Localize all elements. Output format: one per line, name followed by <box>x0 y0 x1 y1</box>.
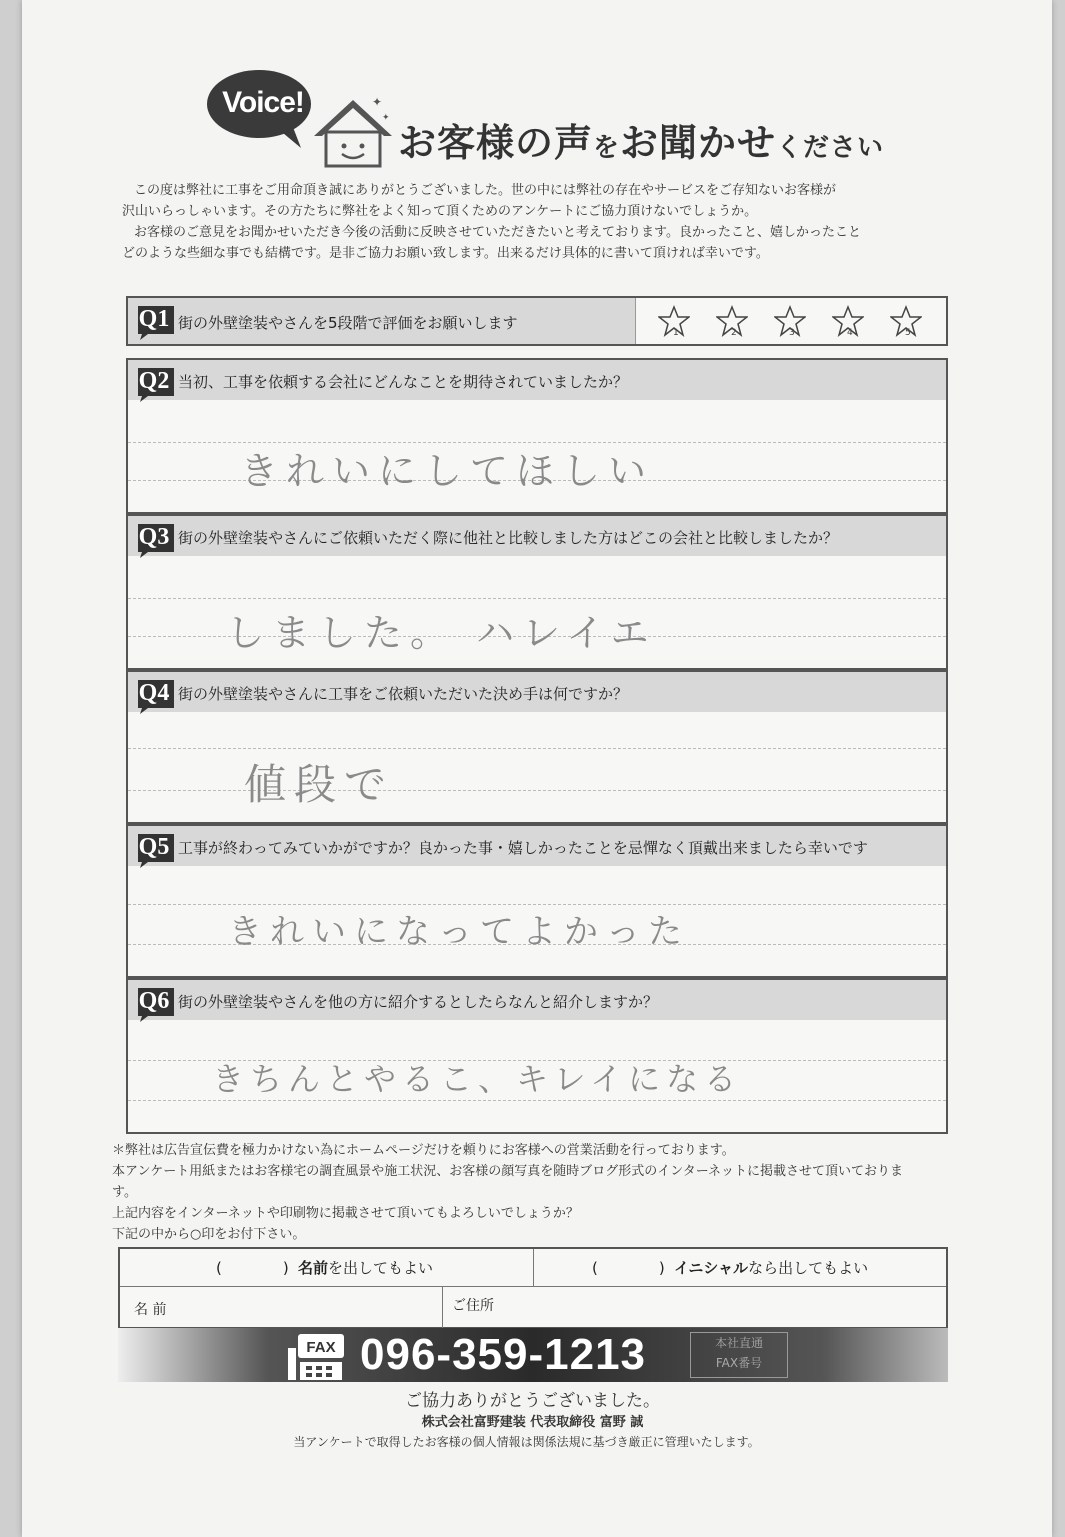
question-label: Q3 <box>138 524 170 550</box>
answer-text[interactable]: きちんとやるこ、キレイになる <box>212 1060 743 1098</box>
question-text: 工事が終わってみていかがですか？良かった事・嬉しかったことを忌憚なく頂戴出来ましたら幸いです <box>178 839 868 857</box>
note-line: 上記内容をインターネットや印刷物に掲載させて頂いてもよろしいでしょうか？ <box>112 1206 579 1221</box>
voice-label: Voice! <box>222 86 304 119</box>
question-text: 街の外壁塗装やさんに工事をご依頼いただいた決め手は何ですか？ <box>178 685 629 703</box>
intro-line: お客様のご意見をお聞かせいただき今後の活動に反映させていただきたいと考えております。良かったこと、嬉しかったこと <box>134 225 861 240</box>
answer-rule <box>128 598 946 599</box>
question-text: 当初、工事を依頼する会社にどんなことを期待されていましたか？ <box>178 373 629 391</box>
option-rest-text: を出してもよい <box>327 1259 433 1277</box>
fax-stamp-box <box>690 1332 788 1378</box>
title-part-d: ください <box>776 133 885 163</box>
question-text: 街の外壁塗装やさんを5段階で評価をお願いします <box>178 314 518 332</box>
title-part-b: を <box>593 133 621 163</box>
answer-text[interactable]: きれいになってよかった <box>228 912 690 952</box>
question-header <box>128 360 946 400</box>
question-label: Q4 <box>138 680 170 706</box>
consent-form <box>118 1247 948 1329</box>
title-part-c: お聞かせ <box>620 121 777 165</box>
consent-option-name[interactable] <box>216 1257 433 1278</box>
note-line: 下記の中から○印をお付下さい。 <box>112 1227 306 1242</box>
thank-you-message: ご協力ありがとうございました。 <box>405 1391 660 1411</box>
note-line: ＊弊社は広告宣伝費を極力かけない為にホームページだけを頼りにお客様への営業活動を行っております。 <box>112 1143 735 1158</box>
fax-banner <box>118 1328 948 1382</box>
smiling-house-icon <box>312 92 394 172</box>
company-name: 株式会社富野建装 代表取締役 富野 誠 <box>421 1415 644 1430</box>
option-bold-text: 名前 <box>297 1259 328 1277</box>
consent-option-initials[interactable] <box>592 1257 868 1278</box>
divider <box>442 1286 443 1329</box>
address-field-label: ご住所 <box>452 1298 494 1314</box>
fax-icon-label: FAX <box>306 1339 336 1356</box>
question-block-q2 <box>126 358 948 514</box>
question-block-q6 <box>126 978 948 1134</box>
intro-line: どのような些細な事でも結構です。是非ご協力お願い致します。出来るだけ具体的に書いて頂ければ幸いです。 <box>122 246 769 261</box>
intro-line: 沢山いらっしゃいます。その方たちに弊社をよく知って頂くためのアンケートにご協力頂けないでしょうか。 <box>122 204 758 219</box>
privacy-note: 当アンケートで取得したお客様の個人情報は関係法規に基づき厳正に管理いたします。 <box>293 1435 760 1449</box>
question-block-q3 <box>126 514 948 670</box>
star-number: 3 <box>789 328 795 338</box>
question-label: Q6 <box>138 988 170 1014</box>
question-label: Q5 <box>138 834 170 860</box>
star-number: 5 <box>905 328 911 338</box>
fax-machine-icon <box>288 1332 348 1380</box>
option-parentheses: ( ) <box>216 1259 293 1277</box>
svg-text:✦: ✦ <box>372 95 383 109</box>
question-text: 街の外壁塗装やさんにご依頼いただく際に他社と比較しました方はどこの会社と比較しましたか？ <box>178 529 839 547</box>
answer-rule <box>128 1100 946 1101</box>
option-rest-text: なら出してもよい <box>748 1259 869 1277</box>
svg-text:✦: ✦ <box>382 113 390 123</box>
stamp-line: 本社直通 <box>714 1336 763 1350</box>
question-header <box>128 980 946 1020</box>
intro-line: この度は弊社に工事をご用命頂き誠にありがとうございました。世の中には弊社の存在やサービスをご存知ないお客様が <box>134 183 837 198</box>
question-header <box>128 516 946 556</box>
note-line: 本アンケート用紙またはお客様宅の調査風景や施工状況、お客様の顔写真を随時ブログ形式のインターネットに掲載させて頂いておりま <box>112 1164 904 1179</box>
answer-rule <box>128 748 946 749</box>
question-block-q1 <box>126 296 948 346</box>
star-number: 1 <box>673 328 679 338</box>
question-label: Q1 <box>138 306 170 332</box>
note-line: す。 <box>112 1185 137 1200</box>
title-part-a: お客様の声 <box>398 121 594 165</box>
divider <box>533 1249 534 1286</box>
star-number: 4 <box>847 328 853 338</box>
question-text: 街の外壁塗装やさんを他の方に紹介するとしたらなんと紹介しますか？ <box>178 993 659 1011</box>
answer-text[interactable]: きれいにしてほしい <box>240 449 655 493</box>
question-block-q4 <box>126 670 948 824</box>
question-label: Q2 <box>138 368 170 394</box>
answer-text[interactable]: しました。 ハレイエ <box>226 611 657 655</box>
star-number: 2 <box>731 328 737 338</box>
option-bold-text: イニシャル <box>673 1259 749 1277</box>
intro-text <box>122 180 922 264</box>
stamp-line: FAX番号 <box>715 1356 763 1370</box>
question-header <box>128 672 946 712</box>
name-field-label: 名 前 <box>134 1302 167 1318</box>
page-title <box>398 112 884 167</box>
answer-text[interactable]: 値段で <box>244 760 395 809</box>
rating-area <box>635 298 946 344</box>
option-parentheses: ( ) <box>592 1259 669 1277</box>
question-header <box>128 826 946 866</box>
question-block-q5 <box>126 824 948 978</box>
fax-number[interactable]: 096-359-1213 <box>360 1330 647 1379</box>
footer-notes <box>112 1140 972 1245</box>
